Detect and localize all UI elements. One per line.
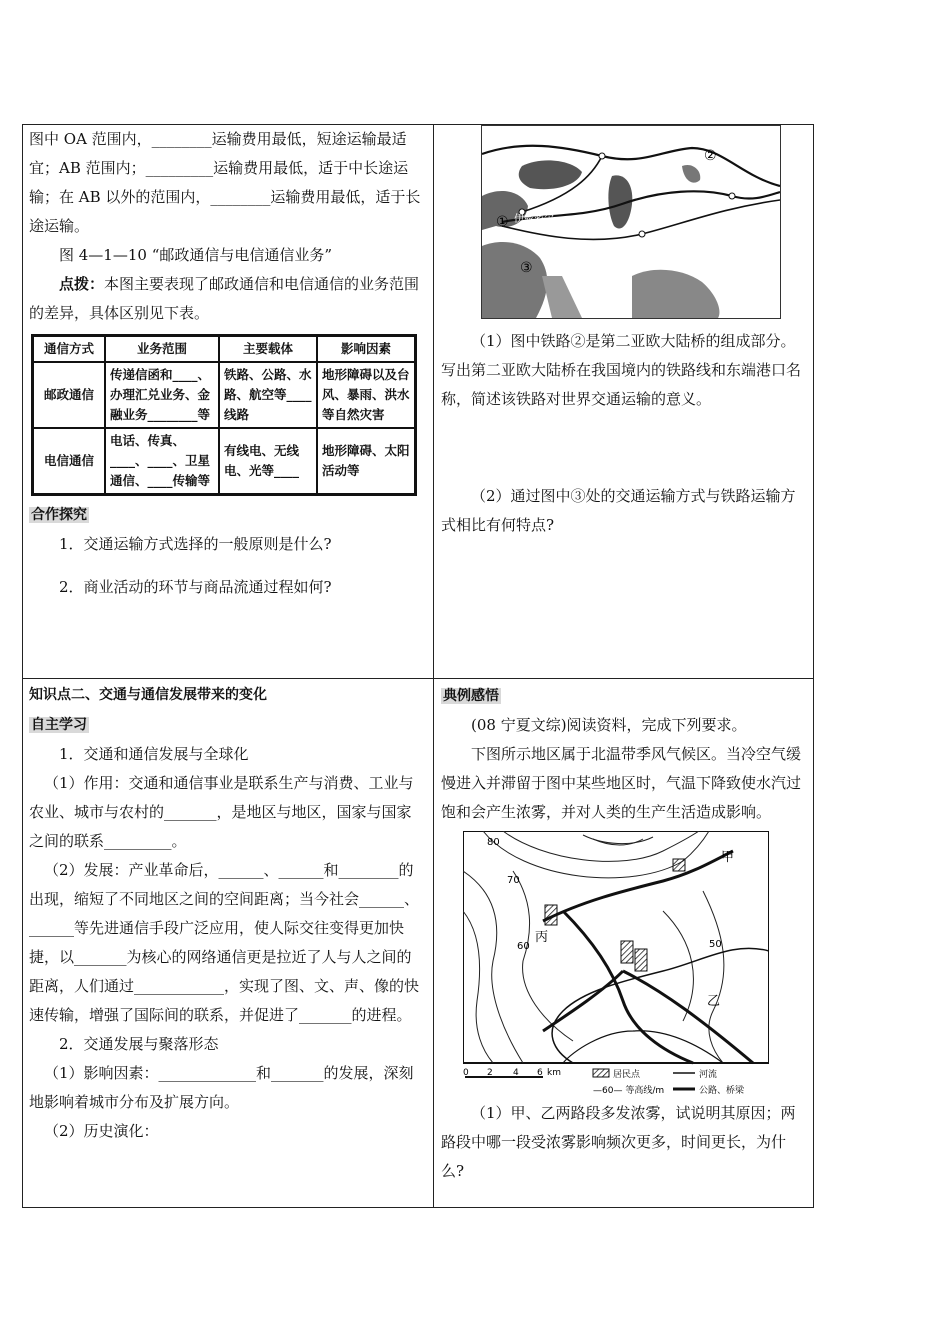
table-row: [33, 362, 416, 428]
table-row: [33, 428, 416, 495]
contour-label-70: 70: [507, 875, 520, 886]
legend-river: 河流: [699, 1070, 718, 1080]
cell-top-left: [29, 125, 425, 602]
railway-question-1: （1）图中铁路②是第二亚欧大陆桥的组成部分。写出第二亚欧大陆桥在我国境内的铁路线和东端港口名称，简述该铁路对世界交通运输的意义。: [441, 332, 802, 408]
eurasia-railway-map: [481, 125, 781, 319]
item-2: 2．交通发展与聚落形态: [59, 1035, 219, 1053]
cell-top-right: [441, 125, 809, 540]
scale-tick: 6: [537, 1068, 543, 1078]
table-cell: 邮政通信: [33, 362, 106, 428]
map-label-yi: 乙: [707, 994, 721, 1009]
section-label-self-study: 自主学习: [31, 717, 87, 733]
contour-label-80: 80: [487, 837, 500, 848]
legend-road: 公路、桥梁: [699, 1086, 745, 1096]
map-label-1: ①: [496, 214, 509, 230]
question-1: 1．交通运输方式选择的一般原则是什么?: [59, 535, 332, 553]
column-divider: [433, 125, 434, 1207]
map-label-bing: 丙: [535, 930, 549, 945]
section-label-example: 典例感悟: [443, 688, 499, 704]
item-1-2: （2）发展：产业革命后，______、______和________的出现，缩短了不同地区之间的空间距离；当今社会______、______等先进通信手段广泛应用，使人际交往变得更加快捷，以_______为核心的网络通信更是拉近了人与人之间的距离，人们通过____________，实现了图、文、声、像的快速传输，增强了国际间的联系，并促进了_______的进程。: [29, 861, 420, 1024]
legend-settlement: 居民点: [613, 1070, 641, 1080]
legend-settlement-swatch: [593, 1069, 609, 1077]
figure-caption: 图 4—1—10 “邮政通信与电信通信业务”: [59, 246, 333, 264]
section-label-cooperative: 合作探究: [31, 507, 87, 523]
transport-cost-paragraph: 图中 OA 范围内，________运输费用最低，短途运输最适宜；AB 范围内；_________运输费用最低，适于中长途运输；在 AB 以外的范围内，________运输费用最低，适于长途运输。: [29, 130, 421, 235]
topo-map-graphic: [463, 831, 769, 1099]
table-header-row: [33, 336, 416, 363]
map-label-2: ②: [704, 148, 717, 164]
item-2-2: （2）历史演化：: [44, 1122, 159, 1140]
table-header: 影响因素: [317, 336, 416, 363]
worksheet-frame: [22, 124, 814, 1208]
example-source: (08 宁夏文综)阅读资料，完成下列要求。: [471, 716, 747, 734]
map-label-jia: 甲: [721, 850, 735, 865]
row-divider: [23, 678, 813, 679]
tip-text: 本图主要表现了邮政通信和电信通信的业务范围的差异，具体区别见下表。: [29, 275, 420, 322]
table-cell: 有线电、无线电、光等____: [219, 428, 317, 495]
legend-contour: —60— 等高线/m: [593, 1086, 665, 1096]
communication-table: [31, 334, 417, 496]
table-cell: 电信通信: [33, 428, 106, 495]
scale-tick: 0: [463, 1068, 469, 1078]
knowledge-point-title: 知识点二、交通与通信发展带来的变化: [29, 687, 267, 703]
table-cell: 电话、传真、____、____、卫星通信、____传输等: [105, 428, 219, 495]
cell-bottom-left: [29, 681, 425, 1146]
map-label-3: ③: [520, 260, 533, 276]
table-cell: 铁路、公路、水路、航空等____线路: [219, 362, 317, 428]
table-header: 业务范围: [105, 336, 219, 363]
item-2-1: （1）影响因素：_____________和_______的发展，深刻地影响着城市分布及扩展方向。: [29, 1064, 414, 1111]
contour-label-50: 50: [709, 939, 722, 950]
cell-bottom-right: [441, 681, 809, 1186]
table-header: 主要载体: [219, 336, 317, 363]
item-1-1: （1）作用：交通和通信事业是联系生产与消费、工业与农业、城市与农村的_______，是地区与地区，国家与国家之间的联系_________。: [29, 774, 414, 850]
contour-label-60: 60: [517, 941, 530, 952]
question-2: 2．商业活动的环节与商品流通过程如何?: [59, 578, 332, 596]
fog-question-1: （1）甲、乙两路段多发浓雾，试说明其原因；两路段中哪一段受浓雾影响频次更多，时间更长，为什么?: [441, 1104, 796, 1180]
railway-question-2: （2）通过图中③处的交通运输方式与铁路运输方式相比有何特点?: [441, 487, 796, 534]
scale-tick: 4: [513, 1068, 519, 1078]
table-header: 通信方式: [33, 336, 106, 363]
scale-unit: km: [547, 1068, 561, 1078]
example-passage: 下图所示地区属于北温带季风气候区。当冷空气缓慢进入并滞留于图中某些地区时，气温下降致使水汽过饱和会产生浓雾，并对人类的生产生活造成影响。: [441, 745, 802, 821]
tip-label: 点拨：: [59, 275, 105, 293]
fog-region-map: [463, 831, 769, 1099]
map-label-city: 伊兹密尔: [514, 214, 554, 225]
map-graphic: [482, 126, 780, 318]
table-cell: 传递信函和____、办理汇兑业务、金融业务________等: [105, 362, 219, 428]
table-cell: 地形障碍、太阳活动等: [317, 428, 416, 495]
scale-tick: 2: [487, 1068, 493, 1078]
table-cell: 地形障碍以及台风、暴雨、洪水等自然灾害: [317, 362, 416, 428]
item-1: 1．交通和通信发展与全球化: [59, 745, 249, 763]
